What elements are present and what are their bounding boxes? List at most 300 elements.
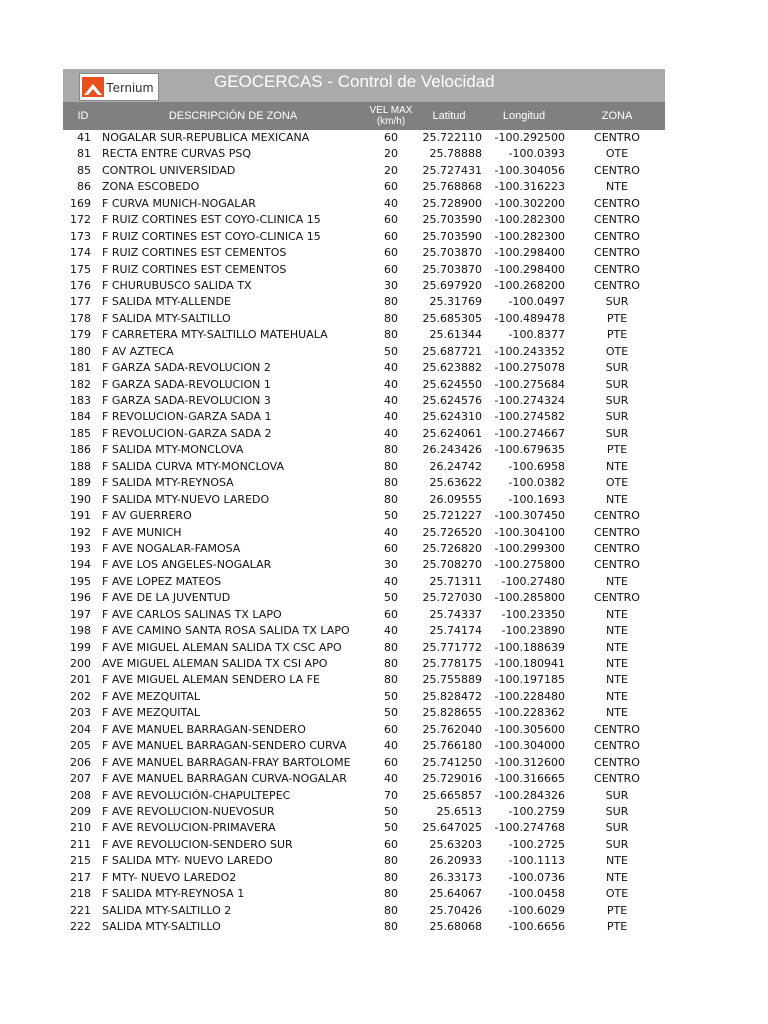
title-bar bbox=[63, 69, 665, 102]
cell-lat: 26.20933 bbox=[429, 854, 482, 868]
cell-vel: 80 bbox=[384, 673, 398, 687]
cell-vel: 80 bbox=[384, 476, 398, 490]
cell-lat: 26.243426 bbox=[422, 443, 482, 457]
cell-vel: 80 bbox=[384, 854, 398, 868]
cell-vel: 60 bbox=[384, 262, 398, 276]
cell-vel: 40 bbox=[384, 739, 398, 753]
table-row bbox=[63, 442, 665, 458]
cell-desc: F AV AZTECA bbox=[102, 344, 174, 358]
cell-zona: NTE bbox=[606, 459, 628, 473]
cell-id: 208 bbox=[70, 788, 91, 802]
table-row bbox=[63, 360, 665, 376]
cell-lon: -100.6958 bbox=[508, 459, 565, 473]
cell-desc: F CHURUBUSCO SALIDA TX bbox=[102, 278, 252, 292]
cell-vel: 80 bbox=[384, 459, 398, 473]
cell-id: 221 bbox=[70, 903, 91, 917]
cell-desc: F SALIDA CURVA MTY-MONCLOVA bbox=[102, 459, 285, 473]
cell-lon: -100.6029 bbox=[508, 903, 565, 917]
cell-lon: -100.23350 bbox=[501, 607, 565, 621]
cell-lat: 25.703870 bbox=[422, 246, 482, 260]
cell-lon: -100.274324 bbox=[494, 394, 565, 407]
cell-lat: 25.703590 bbox=[422, 213, 482, 227]
cell-zona: SUR bbox=[605, 377, 629, 391]
cell-lon: -100.298400 bbox=[494, 262, 565, 276]
cell-vel: 60 bbox=[384, 607, 398, 621]
cell-id: 197 bbox=[70, 607, 91, 621]
cell-id: 198 bbox=[70, 624, 91, 638]
cell-vel: 40 bbox=[384, 361, 398, 375]
table-row bbox=[63, 919, 665, 935]
cell-lat: 25.762040 bbox=[422, 722, 482, 736]
cell-lon: -100.23890 bbox=[501, 624, 565, 638]
cell-desc: F AVE MANUEL BARRAGAN-SENDERO bbox=[102, 722, 306, 736]
table-row bbox=[63, 738, 665, 754]
cell-vel: 60 bbox=[384, 131, 398, 144]
cell-lon: -100.275800 bbox=[494, 558, 565, 572]
cell-lat: 25.624061 bbox=[422, 426, 482, 440]
table-row bbox=[63, 229, 665, 245]
cell-id: 205 bbox=[70, 739, 91, 753]
table-row bbox=[63, 755, 665, 771]
table-row bbox=[63, 196, 665, 212]
cell-desc: F AVE CAMINO SANTA ROSA SALIDA TX LAPO bbox=[102, 624, 350, 638]
cell-id: 222 bbox=[70, 920, 91, 933]
cell-lon: -100.299300 bbox=[494, 541, 565, 555]
cell-lon: -100.27480 bbox=[501, 574, 565, 588]
cell-zona: PTE bbox=[606, 311, 628, 325]
cell-lat: 26.33173 bbox=[429, 870, 482, 884]
cell-zona: NTE bbox=[606, 492, 628, 506]
cell-vel: 60 bbox=[384, 755, 398, 769]
cell-desc: F AV GUERRERO bbox=[102, 509, 192, 523]
cell-desc: F REVOLUCION-GARZA SADA 1 bbox=[102, 410, 272, 424]
cell-vel: 80 bbox=[384, 492, 398, 506]
cell-vel: 50 bbox=[384, 821, 398, 835]
cell-zona: NTE bbox=[606, 673, 628, 687]
table-row bbox=[63, 804, 665, 820]
cell-lat: 25.624310 bbox=[422, 410, 482, 424]
table-row bbox=[63, 853, 665, 869]
cell-zona: PTE bbox=[606, 903, 628, 917]
cell-lat: 25.726820 bbox=[422, 541, 482, 555]
cell-lon: -100.8377 bbox=[508, 328, 565, 342]
cell-desc: F AVE MANUEL BARRAGAN-SENDERO CURVA bbox=[102, 739, 347, 753]
cell-id: 174 bbox=[70, 246, 91, 260]
cell-desc: F AVE LOPEZ MATEOS bbox=[102, 574, 222, 588]
cell-lat: 25.727431 bbox=[422, 163, 482, 177]
cell-zona: CENTRO bbox=[594, 262, 640, 276]
cell-id: 85 bbox=[77, 163, 91, 177]
cell-id: 194 bbox=[70, 558, 91, 572]
cell-lat: 25.685305 bbox=[422, 311, 482, 325]
cell-lat: 25.729016 bbox=[422, 772, 482, 786]
cell-lon: -100.298400 bbox=[494, 246, 565, 260]
cell-lon: -100.197185 bbox=[494, 673, 565, 687]
table-row bbox=[63, 426, 665, 442]
table-row bbox=[63, 130, 665, 146]
table-row bbox=[63, 722, 665, 738]
cell-lat: 25.703590 bbox=[422, 229, 482, 243]
cell-lat: 25.721227 bbox=[422, 509, 482, 523]
cell-vel: 80 bbox=[384, 328, 398, 342]
cell-zona: CENTRO bbox=[594, 246, 640, 260]
table-row bbox=[63, 409, 665, 425]
cell-vel: 60 bbox=[384, 213, 398, 227]
cell-id: 196 bbox=[70, 591, 91, 605]
cell-zona: SUR bbox=[605, 804, 629, 818]
cell-desc: F AVE MEZQUITAL bbox=[102, 689, 201, 703]
cell-lat: 25.68068 bbox=[429, 920, 482, 933]
cell-lon: -100.302200 bbox=[494, 196, 565, 210]
cell-zona: SUR bbox=[605, 788, 629, 802]
cell-zona: NTE bbox=[606, 607, 628, 621]
cell-desc: SALIDA MTY-SALTILLO bbox=[102, 920, 221, 933]
cell-vel: 80 bbox=[384, 443, 398, 457]
cell-vel: 60 bbox=[384, 180, 398, 194]
cell-vel: 40 bbox=[384, 410, 398, 424]
cell-zona: CENTRO bbox=[594, 525, 640, 539]
cell-lon: -100.304000 bbox=[494, 739, 565, 753]
table-row bbox=[63, 146, 665, 162]
table-row bbox=[63, 492, 665, 508]
table-body bbox=[63, 130, 665, 935]
cell-desc: F RUIZ CORTINES EST CEMENTOS bbox=[102, 246, 287, 260]
table-row bbox=[63, 640, 665, 656]
cell-vel: 80 bbox=[384, 295, 398, 309]
cell-desc: F AVE MIGUEL ALEMAN SENDERO LA FE bbox=[102, 673, 320, 687]
cell-lon: -100.6656 bbox=[508, 920, 565, 933]
cell-zona: SUR bbox=[605, 837, 629, 851]
cell-zona: SUR bbox=[605, 410, 629, 424]
cell-lon: -100.0458 bbox=[508, 887, 565, 901]
cell-id: 188 bbox=[70, 459, 91, 473]
cell-lon: -100.312600 bbox=[494, 755, 565, 769]
table-row bbox=[63, 459, 665, 475]
cell-id: 183 bbox=[70, 394, 91, 407]
cell-lon: -100.305600 bbox=[494, 722, 565, 736]
cell-desc: F AVE MIGUEL ALEMAN SALIDA TX CSC APO bbox=[102, 640, 342, 654]
cell-lat: 25.741250 bbox=[422, 755, 482, 769]
cell-vel: 40 bbox=[384, 426, 398, 440]
cell-zona: NTE bbox=[606, 657, 628, 670]
cell-zona: NTE bbox=[606, 574, 628, 588]
table-row bbox=[63, 508, 665, 524]
cell-id: 191 bbox=[70, 509, 91, 523]
cell-vel: 40 bbox=[384, 772, 398, 786]
table-row bbox=[63, 574, 665, 590]
cell-vel: 20 bbox=[384, 163, 398, 177]
cell-id: 178 bbox=[70, 311, 91, 325]
cell-lat: 25.78888 bbox=[429, 147, 482, 161]
table-row bbox=[63, 705, 665, 721]
cell-lon: -100.284326 bbox=[494, 788, 565, 802]
cell-desc: F AVE MUNICH bbox=[102, 525, 182, 539]
cell-lon: -100.0393 bbox=[508, 147, 565, 161]
table-row bbox=[63, 886, 665, 902]
cell-id: 184 bbox=[70, 410, 91, 424]
cell-vel: 50 bbox=[384, 706, 398, 720]
cell-zona: PTE bbox=[606, 920, 628, 933]
cell-lat: 25.768868 bbox=[422, 180, 482, 194]
cell-id: 173 bbox=[70, 229, 91, 243]
cell-vel: 40 bbox=[384, 377, 398, 391]
cell-lat: 25.70426 bbox=[429, 903, 482, 917]
cell-vel: 40 bbox=[384, 624, 398, 638]
cell-id: 192 bbox=[70, 525, 91, 539]
cell-id: 190 bbox=[70, 492, 91, 506]
table-row bbox=[63, 179, 665, 195]
cell-id: 169 bbox=[70, 196, 91, 210]
cell-vel: 70 bbox=[384, 788, 398, 802]
cell-desc: F SALIDA MTY-NUEVO LAREDO bbox=[102, 492, 270, 506]
cell-desc: AVE MIGUEL ALEMAN SALIDA TX CSI APO bbox=[102, 657, 328, 670]
cell-desc: F SALIDA MTY-ALLENDE bbox=[102, 295, 231, 309]
table-row bbox=[63, 278, 665, 294]
cell-zona: CENTRO bbox=[594, 755, 640, 769]
cell-zona: NTE bbox=[606, 640, 628, 654]
cell-lat: 26.09555 bbox=[429, 492, 482, 506]
table-row bbox=[63, 327, 665, 343]
cell-zona: CENTRO bbox=[594, 558, 640, 572]
cell-lat: 25.623882 bbox=[422, 361, 482, 375]
cell-desc: F AVE REVOLUCIÓN-CHAPULTEPEC bbox=[102, 788, 291, 802]
cell-desc: F SALIDA MTY-SALTILLO bbox=[102, 311, 231, 325]
cell-zona: CENTRO bbox=[594, 229, 640, 243]
cell-lon: -100.2759 bbox=[508, 804, 565, 818]
cell-lat: 25.828472 bbox=[422, 689, 482, 703]
cell-id: 209 bbox=[70, 804, 91, 818]
cell-id: 210 bbox=[70, 821, 91, 835]
cell-vel: 50 bbox=[384, 344, 398, 358]
cell-lat: 25.6513 bbox=[436, 804, 482, 818]
cell-id: 176 bbox=[70, 278, 91, 292]
cell-lat: 25.687721 bbox=[422, 344, 482, 358]
cell-lat: 25.624576 bbox=[422, 394, 482, 407]
cell-desc: F SALIDA MTY-REYNOSA bbox=[102, 476, 234, 490]
cell-lat: 25.61344 bbox=[429, 328, 482, 342]
cell-vel: 20 bbox=[384, 147, 398, 161]
cell-lon: -100.275078 bbox=[494, 361, 565, 375]
table-row bbox=[63, 525, 665, 541]
logo-text: Ternium bbox=[106, 80, 154, 95]
cell-id: 86 bbox=[77, 180, 91, 194]
table-row bbox=[63, 377, 665, 393]
cell-lon: -100.0736 bbox=[508, 870, 565, 884]
cell-desc: F REVOLUCION-GARZA SADA 2 bbox=[102, 426, 272, 440]
cell-vel: 30 bbox=[384, 278, 398, 292]
cell-zona: NTE bbox=[606, 870, 628, 884]
cell-desc: F CARRETERA MTY-SALTILLO MATEHUALA bbox=[102, 328, 328, 342]
col-header-lon: Longitud bbox=[502, 109, 546, 122]
cell-zona: CENTRO bbox=[594, 509, 640, 523]
cell-id: 204 bbox=[70, 722, 91, 736]
cell-id: 207 bbox=[70, 772, 91, 786]
cell-lon: -100.282300 bbox=[494, 213, 565, 227]
cell-lon: -100.0497 bbox=[508, 295, 565, 309]
cell-zona: PTE bbox=[606, 443, 628, 457]
cell-lat: 25.728900 bbox=[422, 196, 482, 210]
table-header bbox=[63, 102, 665, 130]
col-header-zona: ZONA bbox=[601, 109, 633, 122]
table-row bbox=[63, 788, 665, 804]
cell-lon: -100.285800 bbox=[494, 591, 565, 605]
table-row bbox=[63, 903, 665, 919]
cell-zona: CENTRO bbox=[594, 278, 640, 292]
cell-desc: F AVE MEZQUITAL bbox=[102, 706, 201, 720]
cell-desc: F GARZA SADA-REVOLUCION 2 bbox=[102, 361, 271, 375]
cell-id: 202 bbox=[70, 689, 91, 703]
table-row bbox=[63, 656, 665, 672]
table-row bbox=[63, 311, 665, 327]
cell-lat: 25.828655 bbox=[422, 706, 482, 720]
cell-id: 211 bbox=[70, 837, 91, 851]
cell-id: 217 bbox=[70, 870, 91, 884]
cell-id: 206 bbox=[70, 755, 91, 769]
cell-id: 179 bbox=[70, 328, 91, 342]
cell-zona: NTE bbox=[606, 180, 628, 194]
table-row bbox=[63, 245, 665, 261]
cell-lat: 25.766180 bbox=[422, 739, 482, 753]
cell-vel: 60 bbox=[384, 246, 398, 260]
cell-id: 201 bbox=[70, 673, 91, 687]
cell-lon: -100.274667 bbox=[494, 426, 565, 440]
cell-lat: 25.31769 bbox=[429, 295, 482, 309]
cell-lon: -100.304100 bbox=[494, 525, 565, 539]
table-row bbox=[63, 212, 665, 228]
cell-zona: CENTRO bbox=[594, 541, 640, 555]
cell-desc: F AVE NOGALAR-FAMOSA bbox=[102, 541, 241, 555]
cell-desc: F RUIZ CORTINES EST COYO-CLINICA 15 bbox=[102, 229, 321, 243]
cell-vel: 80 bbox=[384, 657, 398, 670]
cell-zona: PTE bbox=[606, 328, 628, 342]
cell-lon: -100.679635 bbox=[494, 443, 565, 457]
cell-zona: CENTRO bbox=[594, 131, 640, 144]
cell-lat: 25.63203 bbox=[429, 837, 482, 851]
cell-id: 175 bbox=[70, 262, 91, 276]
cell-zona: CENTRO bbox=[594, 591, 640, 605]
cell-vel: 40 bbox=[384, 394, 398, 407]
col-header-lat: Latitud bbox=[432, 109, 466, 122]
cell-desc: F AVE DE LA JUVENTUD bbox=[102, 591, 231, 605]
cell-lon: -100.188639 bbox=[494, 640, 565, 654]
cell-lat: 25.778175 bbox=[422, 657, 482, 670]
cell-lat: 25.74337 bbox=[429, 607, 482, 621]
cell-vel: 80 bbox=[384, 640, 398, 654]
table-row bbox=[63, 623, 665, 639]
cell-vel: 80 bbox=[384, 887, 398, 901]
cell-zona: CENTRO bbox=[594, 163, 640, 177]
cell-desc: SALIDA MTY-SALTILLO 2 bbox=[102, 903, 232, 917]
geocercas-sheet bbox=[63, 69, 665, 935]
cell-zona: OTE bbox=[605, 887, 629, 901]
cell-id: 185 bbox=[70, 426, 91, 440]
cell-lat: 25.63622 bbox=[429, 476, 482, 490]
cell-lon: -100.316223 bbox=[494, 180, 565, 194]
cell-zona: OTE bbox=[605, 147, 629, 161]
cell-vel: 60 bbox=[384, 229, 398, 243]
cell-lon: -100.2725 bbox=[508, 837, 565, 851]
cell-vel: 50 bbox=[384, 689, 398, 703]
cell-vel: 80 bbox=[384, 311, 398, 325]
cell-lat: 25.703870 bbox=[422, 262, 482, 276]
col-header-desc: DESCRIPCIÓN DE ZONA bbox=[168, 109, 298, 122]
cell-zona: NTE bbox=[606, 624, 628, 638]
cell-desc: F RUIZ CORTINES EST COYO-CLINICA 15 bbox=[102, 213, 321, 227]
table-row bbox=[63, 344, 665, 360]
cell-desc: RECTA ENTRE CURVAS PSQ bbox=[102, 147, 252, 161]
cell-vel: 50 bbox=[384, 591, 398, 605]
cell-id: 186 bbox=[70, 443, 91, 457]
cell-lat: 25.624550 bbox=[422, 377, 482, 391]
cell-lon: -100.282300 bbox=[494, 229, 565, 243]
table-row bbox=[63, 607, 665, 623]
cell-lon: -100.1113 bbox=[508, 854, 565, 868]
cell-id: 200 bbox=[70, 657, 91, 670]
cell-zona: SUR bbox=[605, 821, 629, 835]
cell-id: 180 bbox=[70, 344, 91, 358]
cell-desc: F SALIDA MTY-MONCLOVA bbox=[102, 443, 244, 457]
cell-desc: F AVE MANUEL BARRAGAN CURVA-NOGALAR bbox=[102, 772, 347, 786]
cell-zona: CENTRO bbox=[594, 739, 640, 753]
cell-id: 195 bbox=[70, 574, 91, 588]
table-row bbox=[63, 689, 665, 705]
cell-vel: 80 bbox=[384, 870, 398, 884]
cell-vel: 50 bbox=[384, 804, 398, 818]
cell-lon: -100.304056 bbox=[494, 163, 565, 177]
cell-lon: -100.0382 bbox=[508, 476, 565, 490]
cell-lon: -100.228362 bbox=[494, 706, 565, 720]
cell-desc: F GARZA SADA-REVOLUCION 3 bbox=[102, 394, 271, 407]
cell-zona: NTE bbox=[606, 706, 628, 720]
cell-lon: -100.268200 bbox=[494, 278, 565, 292]
table-row bbox=[63, 870, 665, 886]
cell-desc: F GARZA SADA-REVOLUCION 1 bbox=[102, 377, 271, 391]
table-row bbox=[63, 262, 665, 278]
cell-lat: 25.771772 bbox=[422, 640, 482, 654]
cell-vel: 60 bbox=[384, 837, 398, 851]
ternium-logo bbox=[79, 73, 159, 101]
col-header-vel: VEL MAX (km/h) bbox=[369, 105, 413, 127]
table-row bbox=[63, 163, 665, 179]
cell-desc: ZONA ESCOBEDO bbox=[102, 180, 200, 194]
cell-lon: -100.316665 bbox=[494, 772, 565, 786]
cell-vel: 60 bbox=[384, 722, 398, 736]
cell-lon: -100.292500 bbox=[494, 131, 565, 144]
table-row bbox=[63, 771, 665, 787]
cell-id: 181 bbox=[70, 361, 91, 375]
cell-id: 189 bbox=[70, 476, 91, 490]
cell-vel: 40 bbox=[384, 196, 398, 210]
cell-zona: CENTRO bbox=[594, 772, 640, 786]
cell-zona: SUR bbox=[605, 295, 629, 309]
cell-lon: -100.180941 bbox=[494, 657, 565, 670]
cell-zona: NTE bbox=[606, 854, 628, 868]
cell-zona: OTE bbox=[605, 476, 629, 490]
cell-lat: 25.71311 bbox=[429, 574, 482, 588]
cell-id: 81 bbox=[77, 147, 91, 161]
cell-zona: NTE bbox=[606, 689, 628, 703]
table-row bbox=[63, 672, 665, 688]
cell-id: 172 bbox=[70, 213, 91, 227]
cell-id: 203 bbox=[70, 706, 91, 720]
cell-lat: 25.665857 bbox=[422, 788, 482, 802]
cell-desc: F MTY- NUEVO LAREDO2 bbox=[102, 870, 237, 884]
cell-vel: 40 bbox=[384, 525, 398, 539]
cell-desc: F AVE MANUEL BARRAGAN-FRAY BARTOLOME bbox=[102, 755, 351, 769]
cell-zona: SUR bbox=[605, 394, 629, 407]
cell-zona: SUR bbox=[605, 361, 629, 375]
cell-desc: F AVE REVOLUCION-SENDERO SUR bbox=[102, 837, 293, 851]
